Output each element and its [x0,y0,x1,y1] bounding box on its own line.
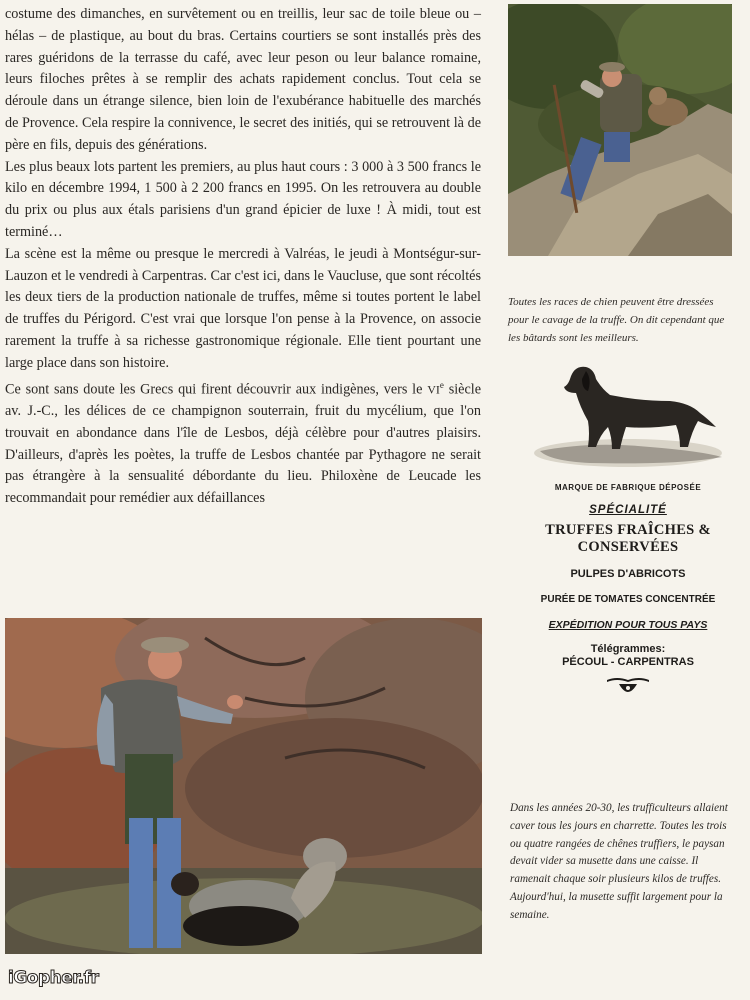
paragraph: costume des dimanches, en survêtement ou en treillis, leur sac de toile bleue ou – hélas – de plastique, au bout du bras. Certains courtiers se sont installés près des rares guéridons de la terrasse du café, avec leur peson ou leur balance romaine, leurs filoches prêtes à se remplir des achats rapidement conclus. Tout cela se déroule dans un étrange silence, bien loin de l'exubérance habituelle des marchés de Provence. Cela respire la connivence, le secret des initiés, qui se retrouvent là de père en fils, depuis des générations. [5,6,481,153]
label-marque: MARQUE DE FABRIQUE DÉPOSÉE [554,483,702,492]
caption-history: Dans les années 20-30, les trufficulteurs allaient caver tous les jours en charrette. Toutes les trois ou quatre rangées de chênes truffiers, le paysan devait vider sa musette dans une caisse. Il ramenait chaque soir plusieurs kilos de truffes. Aujourd'hui, la musette suffit largement pour la semaine. [510,802,728,921]
label-adresse: PÉCOUL - CARPENTRAS [562,656,694,668]
label-puree: PURÉE DE TOMATES CONCENTRÉE [540,594,716,605]
paragraph: La scène est la même ou presque le mercredi à Valréas, le jeudi à Montségur-sur-Lauzon et le vendredi à Carpentras. Car c'est ici, dans le Vaucluse, que sont récoltés les deux tiers de la production nationale de truffes, même si toutes portent le label de truffes du Périgord. C'est vrai que lorsque l'on pense à la Provence, on associe rarement la truffe à sa richesse gastronomique régionale. Elle tient pourtant une large place dans son histoire. [5,245,481,371]
dog-engraving [530,355,726,471]
label-telegrammes: Télégrammes: [590,643,666,655]
watermark: iGopher.fr [8,968,99,988]
paragraph [5,375,481,511]
century-suffix: e [439,379,444,390]
label-specialite: SPÉCIALITÉ [589,504,667,516]
paragraph-text: siècle av. J.-C., les délices de ce champignon souterrain, fruit du mycélium, que l'on trouvait en abondance dans l'île de Lesbos, déjà célèbre pour d'autres plaisirs. D'ailleurs, d'après les poètes, la truffe de Lesbos chantée par Pythagore ne serait pas étrangère à la sensualité débordante du lieu. Philoxène de Leucade les recommandait pour remédier aux défaillances [5,381,482,507]
paragraph: Les plus beaux lots partent les premiers, au plus haut cours : 3 000 à 3 500 francs le kilo en décembre 1994, 1 500 à 2 200 francs en 1995. On les retrouvera au double du prix ou plus aux étals parisiens d'un grand épicier de luxe ! À midi, tout est terminé… [5,158,481,240]
label-pulpes: PULPES D'ABRICOTS [570,568,686,580]
caption-dogs: Toutes les races de chien peuvent être dressées pour le cavage de la truffe. On dit cependant que les bâtards sont les meilleurs. [508,296,725,344]
paragraph-text: Ce sont sans doute les Grecs qui firent découvrir aux indigènes, vers le [5,381,428,398]
photo-truffle-hunter-with-dogs [5,618,482,954]
century-numeral: VI [427,382,440,397]
ornament-icon [605,674,651,700]
photo-man-with-dog-on-rock [508,4,732,256]
truffle-label [516,355,740,700]
article-body [5,4,481,510]
label-truffes: TRUFFES FRAÎCHES & CONSERVÉES [545,522,711,555]
label-expedition: EXPÉDITION POUR TOUS PAYS [548,619,708,631]
